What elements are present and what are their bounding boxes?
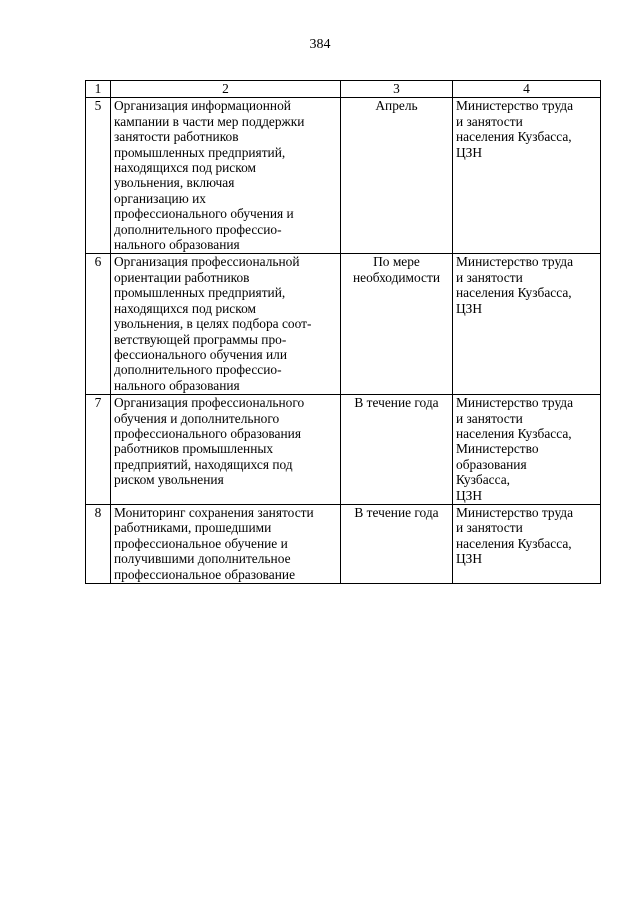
activity-cell-line: ветствующей программы про- — [114, 331, 287, 347]
table-header-row — [86, 81, 601, 98]
activity-cell-line: находящихся под риском — [114, 300, 256, 316]
activity-cell-line: фессионального обучения или — [114, 346, 288, 362]
responsible-cell-line: и занятости — [456, 113, 523, 129]
activity-cell-line: нального образования — [114, 377, 240, 393]
row-number: 6 — [86, 254, 111, 395]
responsible-cell-line: Министерство труда — [456, 504, 574, 520]
responsible-cell-line: и занятости — [456, 410, 523, 426]
responsible-cell-line: населения Кузбасса, — [456, 129, 572, 145]
responsible-cell-line: Кузбасса, — [456, 472, 511, 488]
responsible-cell-line: населения Кузбасса, — [456, 425, 572, 441]
responsible-cell — [453, 504, 601, 583]
column-header: 3 — [341, 81, 453, 98]
responsible-cell — [453, 98, 601, 254]
activity-cell-line: получившими дополнительное — [114, 551, 291, 567]
activity-cell — [111, 395, 341, 505]
column-header: 4 — [453, 81, 601, 98]
period-cell-line: необходимости — [352, 269, 441, 285]
responsible-cell-line: образования — [456, 456, 527, 472]
activity-cell-line: организацию их — [114, 190, 206, 206]
measures-table — [85, 80, 601, 584]
activity-cell-line: профессионального образования — [114, 425, 301, 441]
activity-cell-line: предприятий, находящихся под — [114, 456, 293, 472]
column-header: 1 — [86, 81, 111, 98]
activity-cell-line: работников промышленных — [114, 441, 274, 457]
activity-cell-line: Мониторинг сохранения занятости — [114, 504, 314, 520]
responsible-cell-line: ЦЗН — [456, 487, 483, 503]
activity-cell-line: ориентации работников — [114, 269, 250, 285]
period-cell — [341, 98, 453, 254]
activity-cell-line: риском увольнения — [114, 472, 224, 488]
activity-cell-line: кампании в части мер поддержки — [114, 113, 305, 129]
period-cell — [341, 395, 453, 505]
responsible-cell-line: и занятости — [456, 520, 523, 536]
responsible-cell-line: ЦЗН — [456, 300, 483, 316]
table-row — [86, 504, 601, 583]
table-row — [86, 254, 601, 395]
table-row — [86, 98, 601, 254]
activity-cell-line: промышленных предприятий, — [114, 144, 286, 160]
activity-cell — [111, 254, 341, 395]
activity-cell-line: находящихся под риском — [114, 160, 256, 176]
activity-cell-line: Организация профессионального — [114, 395, 305, 411]
activity-cell-line: нального образования — [114, 237, 240, 253]
column-header: 2 — [111, 81, 341, 98]
responsible-cell — [453, 395, 601, 505]
row-number: 5 — [86, 98, 111, 254]
activity-cell-line: Организация профессиональной — [114, 254, 300, 270]
responsible-cell-line: населения Кузбасса, — [456, 535, 572, 551]
activity-cell-line: работниками, прошедшими — [114, 520, 272, 536]
responsible-cell — [453, 254, 601, 395]
activity-cell-line: Организация информационной — [114, 98, 291, 114]
page-number: 384 — [309, 37, 331, 52]
responsible-cell-line: Министерство — [456, 441, 539, 457]
responsible-cell-line: населения Кузбасса, — [456, 285, 572, 301]
activity-cell-line: занятости работников — [114, 129, 239, 145]
activity-cell-line: промышленных предприятий, — [114, 285, 286, 301]
activity-cell-line: обучения и дополнительного — [114, 410, 280, 426]
period-cell — [341, 254, 453, 395]
period-cell-line: В течение года — [354, 395, 439, 411]
activity-cell — [111, 98, 341, 254]
responsible-cell-line: ЦЗН — [456, 144, 483, 160]
responsible-cell-line: и занятости — [456, 269, 523, 285]
period-cell-line: В течение года — [354, 504, 439, 520]
responsible-cell-line: ЦЗН — [456, 551, 483, 567]
period-cell-line: Апрель — [375, 98, 418, 114]
responsible-cell-line: Министерство труда — [456, 98, 574, 114]
table-row — [86, 395, 601, 505]
activity-cell-line: дополнительного профессио- — [114, 362, 282, 378]
activity-cell-line: увольнения, включая — [114, 175, 235, 191]
activity-cell-line: увольнения, в целях подбора соот- — [114, 316, 312, 332]
responsible-cell-line: Министерство труда — [456, 254, 574, 270]
activity-cell-line: профессиональное обучение и — [114, 535, 288, 551]
activity-cell — [111, 504, 341, 583]
period-cell-line: По мере — [373, 254, 420, 270]
period-cell — [341, 504, 453, 583]
row-number: 7 — [86, 395, 111, 505]
activity-cell-line: дополнительного профессио- — [114, 221, 282, 237]
row-number: 8 — [86, 504, 111, 583]
responsible-cell-line: Министерство труда — [456, 395, 574, 411]
activity-cell-line: профессионального обучения и — [114, 206, 294, 222]
activity-cell-line: профессиональное образование — [114, 566, 296, 582]
